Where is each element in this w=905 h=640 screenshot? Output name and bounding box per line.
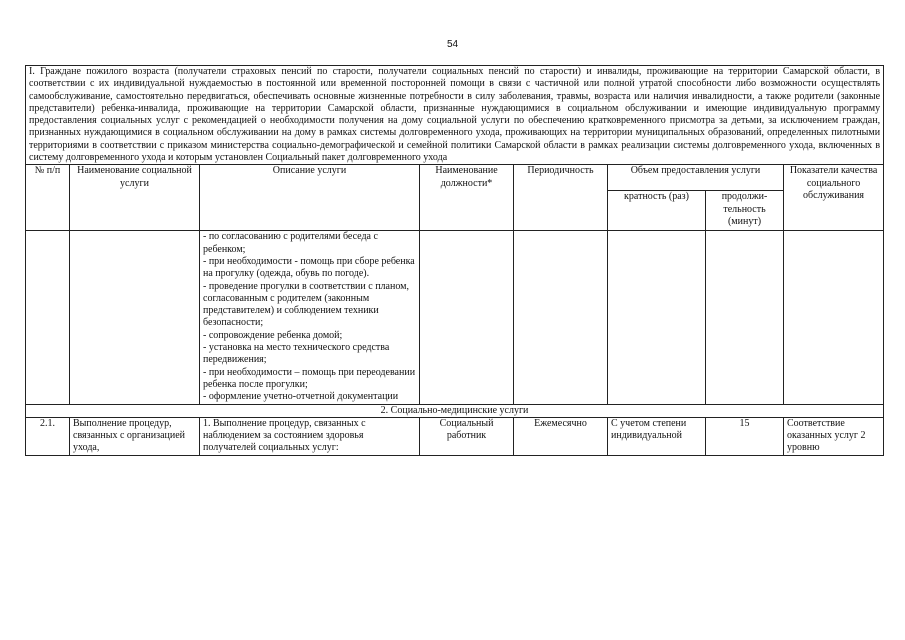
services-table	[25, 65, 884, 456]
cont-duration-cell	[706, 231, 784, 404]
header-position: Наименование должности*	[420, 165, 514, 231]
cont-num-cell	[26, 231, 70, 404]
row-service-name: Выполнение процедур, связанных с организацией ухода,	[70, 417, 200, 455]
row-position: Социальный работник	[420, 417, 514, 455]
category-intro-text: I. Граждане пожилого возраста (получатели страховых пенсий по старости, получатели социальных пенсий по старости) и инвалиды, проживающие на территории Самарской области, в соответствии с их индивидуальной нуждаемостью в постоянной или временной посторонней помощи в связи с частичной или полной утратой способности либо возможности осуществлять самообслуживание, самостоятельно передвигаться, обеспечивать основные жизненные потребности в силу заболевания, травмы, возраста или наличия инвалидности, а также родители (законные представители) ребенка-инвалида, проживающие на территории Самарской области, признанные нуждающимися в социальном обслуживании и имеющие индивидуальную программу предоставления социальных услуг с рекомендацией о необходимости получения на дому социальной услуги по обеспечению кратковременного присмотра за детьми, за исключением граждан, признанных нуждающимися в социальном обслуживании на дому в рамках системы долговременного ухода, проживающих на территории муниципальных образований, определенных пилотными территориями в соответствии с приказом министерства социально-демографической и семейной политики Самарской области в рамках реализации системы долговременного ухода, включенных в систему долговременного ухода и которым установлен Социальный пакет долговременного ухода	[26, 66, 884, 165]
row-quality: Соответствие оказанных услуг 2 уровню	[784, 417, 884, 455]
header-row-1	[26, 165, 884, 191]
header-multiplicity: кратность (раз)	[608, 191, 706, 231]
continuation-row	[26, 231, 884, 404]
page-number: 54	[446, 39, 459, 50]
header-duration: продолжи-тельность (минут)	[706, 191, 784, 231]
description-item: - оформление учетно-отчетной документации	[203, 391, 399, 403]
description-item: - проведение прогулки в соответствии с планом, согласованным с родителем (законным представителем) и соблюдением техники безопасности;	[203, 280, 409, 329]
intro-row	[26, 66, 884, 165]
header-service-name: Наименование социальной услуги	[70, 165, 200, 231]
description-item: - при необходимости – помощь при переодевании ребенка после прогулки;	[203, 366, 416, 390]
cont-description-cell	[200, 231, 420, 404]
section-row	[26, 404, 884, 417]
header-volume: Объем предоставления услуги	[608, 165, 784, 191]
row-periodicity: Ежемесячно	[514, 417, 608, 455]
header-description: Описание услуги	[200, 165, 420, 231]
header-quality: Показатели качества социального обслуживания	[784, 165, 884, 231]
row-multiplicity: С учетом степени индивидуальной	[608, 417, 706, 455]
cont-name-cell	[70, 231, 200, 404]
description-item: - при необходимости - помощь при сборе ребенка на прогулку (одежда, обувь по погоде).	[203, 255, 415, 280]
cont-quality-cell	[784, 231, 884, 404]
description-item: - по согласованию с родителями беседа с ребенком;	[203, 231, 378, 255]
header-num: № п/п	[26, 165, 70, 231]
row-description: 1. Выполнение процедур, связанных с наблюдением за состоянием здоровья получателей социальных услуг:	[200, 417, 420, 455]
description-item: - сопровождение ребенка домой;	[203, 329, 343, 341]
row-duration: 15	[706, 417, 784, 455]
section-title: 2. Социально-медицинские услуги	[26, 404, 884, 417]
description-item: - установка на место технического средства передвижения;	[203, 342, 390, 366]
cont-periodicity-cell	[514, 231, 608, 404]
cont-multiplicity-cell	[608, 231, 706, 404]
table-row	[26, 417, 884, 455]
header-periodicity: Периодичность	[514, 165, 608, 231]
cont-position-cell	[420, 231, 514, 404]
row-num: 2.1.	[26, 417, 70, 455]
